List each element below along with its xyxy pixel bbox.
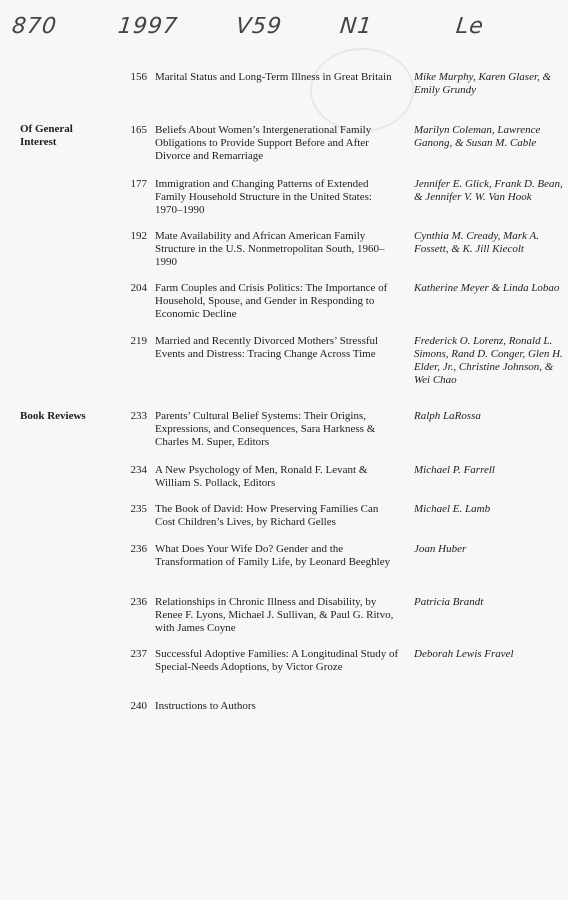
entry-page: 236 bbox=[130, 596, 147, 608]
entry-page: 165 bbox=[130, 124, 147, 136]
entry-author: Patricia Brandt bbox=[414, 596, 484, 608]
entry-page: 237 bbox=[130, 648, 147, 660]
entry-page: 236 bbox=[130, 543, 147, 555]
entry-author: Michael P. Farrell bbox=[414, 464, 495, 476]
entry-page: 204 bbox=[130, 282, 147, 294]
entry-author: Cynthia M. Cready, Mark A. Fossett, & K. Jill Kiecolt bbox=[414, 230, 539, 255]
entry-page: 234 bbox=[130, 464, 147, 476]
entry-title: A New Psychology of Men, Ronald F. Levant & William S. Pollack, Editors bbox=[155, 464, 368, 489]
entry-title: What Does Your Wife Do? Gender and the Transformation of Family Life, by Leonard Beeghley bbox=[155, 543, 391, 568]
entry-author: Ralph LaRossa bbox=[414, 410, 481, 422]
entry-title: Married and Recently Divorced Mothers’ Stressful Events and Distress: Tracing Change Across Time bbox=[155, 335, 379, 360]
entry-page: 192 bbox=[130, 230, 147, 242]
entry-author: Mike Murphy, Karen Glaser, & Emily Grundy bbox=[414, 71, 552, 96]
entry-title: Successful Adoptive Families: A Longitudinal Study of Special-Needs Adoptions, by Victor Groze bbox=[155, 648, 399, 673]
entry-title: Beliefs About Women’s Intergenerational Family Obligations to Provide Support Before and After Divorce and Remarriage bbox=[155, 124, 372, 162]
entry-page: 177 bbox=[130, 178, 147, 190]
entry-title: Immigration and Changing Patterns of Extended Family Household Structure in the United States: 1970–1990 bbox=[155, 178, 372, 216]
entry-title: Instructions to Authors bbox=[155, 700, 256, 712]
entry-author: Deborah Lewis Fravel bbox=[414, 648, 514, 660]
entry-title: Marital Status and Long-Term Illness in Great Britain bbox=[155, 71, 392, 83]
entry-title: Farm Couples and Crisis Politics: The Importance of Household, Spouse, and Gender in Responding to Economic Decline bbox=[155, 282, 388, 320]
entry-title: Parents’ Cultural Belief Systems: Their Origins, Expressions, and Consequences, Sara Harkness & Charles M. Super, Editors bbox=[155, 410, 376, 448]
entry-title: Relationships in Chronic Illness and Disability, by Renee F. Lyons, Michael J. Sullivan, & Paul G. Ritvo, with James Coyne bbox=[155, 596, 394, 634]
entry-page: 233 bbox=[130, 410, 147, 422]
handwritten-note-5: Le bbox=[454, 14, 486, 39]
section-book-reviews: Book Reviews bbox=[20, 410, 86, 422]
handwritten-note-3: V59 bbox=[234, 14, 284, 39]
entry-page: 219 bbox=[130, 335, 147, 347]
entry-title: The Book of David: How Preserving Families Can Cost Children’s Lives, by Richard Gelles bbox=[155, 503, 379, 528]
entry-author: Michael E. Lamb bbox=[414, 503, 491, 515]
entry-author: Marilyn Coleman, Lawrence Ganong, & Susan M. Cable bbox=[414, 124, 541, 149]
handwritten-note-2: 1997 bbox=[116, 14, 180, 39]
handwritten-note-1: 870 bbox=[10, 14, 59, 39]
entry-page: 235 bbox=[130, 503, 147, 515]
entry-author: Katherine Meyer & Linda Lobao bbox=[414, 282, 560, 294]
entry-title: Mate Availability and African American Family Structure in the U.S. Nonmetropolitan South, 1960–1990 bbox=[155, 230, 385, 268]
section-of-general-interest: Of General Interest bbox=[20, 123, 73, 148]
library-stamp bbox=[310, 48, 414, 132]
entry-author: Joan Huber bbox=[414, 543, 467, 555]
handwritten-note-4: N1 bbox=[338, 14, 374, 39]
entry-author: Jennifer E. Glick, Frank D. Bean, & Jennifer V. W. Van Hook bbox=[414, 178, 563, 203]
entry-page: 240 bbox=[130, 700, 147, 712]
entry-author: Frederick O. Lorenz, Ronald L. Simons, Rand D. Conger, Glen H. Elder, Jr., Christine Johnson, & Wei Chao bbox=[414, 335, 563, 386]
entry-page: 156 bbox=[130, 71, 147, 83]
